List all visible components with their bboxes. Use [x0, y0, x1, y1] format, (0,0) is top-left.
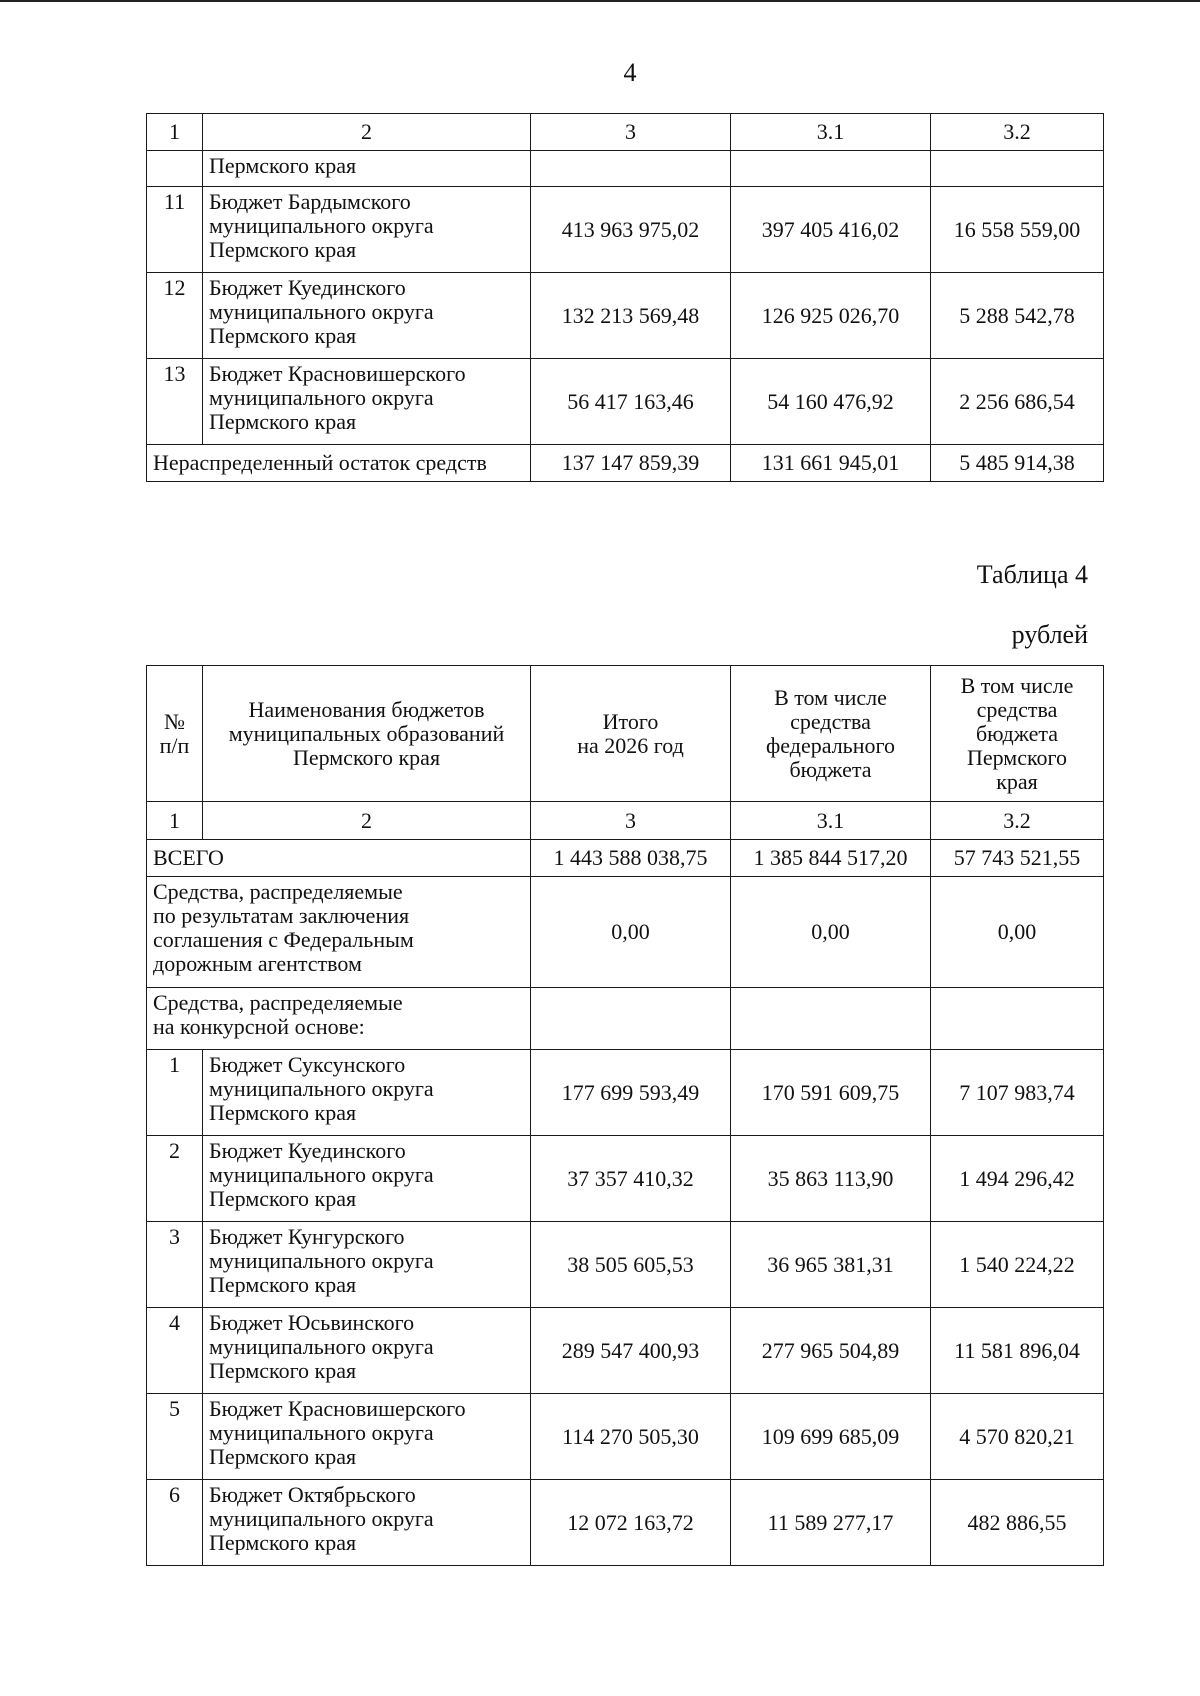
regional-amount: 5 288 542,78	[931, 273, 1104, 359]
total-amount: 289 547 400,93	[531, 1308, 731, 1394]
scan-edge	[0, 0, 1200, 2]
carryover-row	[147, 151, 1104, 187]
page-number: 4	[623, 58, 637, 87]
federal-amount: 35 863 113,90	[731, 1136, 931, 1222]
table-cell	[731, 988, 931, 1050]
municipality-name: Пермского края	[203, 151, 531, 187]
table-cell	[931, 988, 1104, 1050]
table-row	[147, 187, 1104, 273]
federal-amount: 36 965 381,31	[731, 1222, 931, 1308]
table-cell	[931, 151, 1104, 187]
federal-amount: 109 699 685,09	[731, 1394, 931, 1480]
federal-amount: 170 591 609,75	[731, 1050, 931, 1136]
total-amount: 38 505 605,53	[531, 1222, 731, 1308]
total-amount: 177 699 593,49	[531, 1050, 731, 1136]
column-number: 2	[203, 802, 531, 840]
row-number: 1	[147, 1050, 203, 1136]
federal-amount: 126 925 026,70	[731, 273, 931, 359]
header-total: Итого на 2026 год	[531, 666, 731, 802]
total-amount: 137 147 859,39	[531, 445, 731, 482]
competitive-row	[147, 988, 1104, 1050]
municipality-name: Бюджет Красновишерского муниципального округа Пермского края	[203, 1394, 531, 1480]
table-caption: Таблица 4	[976, 560, 1088, 589]
table-cell	[531, 151, 731, 187]
table-row	[147, 1480, 1104, 1566]
row-number: 5	[147, 1394, 203, 1480]
federal-amount: 397 405 416,02	[731, 187, 931, 273]
table-row	[147, 359, 1104, 445]
column-number: 3	[531, 114, 731, 151]
row-number: 3	[147, 1222, 203, 1308]
row-number: 12	[147, 273, 203, 359]
table-cell	[147, 151, 203, 187]
total-row	[147, 840, 1104, 877]
column-number: 3.1	[731, 802, 931, 840]
regional-amount: 16 558 559,00	[931, 187, 1104, 273]
table-cell	[531, 988, 731, 1050]
regional-amount: 2 256 686,54	[931, 359, 1104, 445]
header-row	[147, 666, 1104, 802]
total-amount: 56 417 163,46	[531, 359, 731, 445]
column-numbers-row	[147, 802, 1104, 840]
column-number: 3.2	[931, 802, 1104, 840]
column-number: 1	[147, 114, 203, 151]
regional-amount: 57 743 521,55	[931, 840, 1104, 877]
total-amount: 132 213 569,48	[531, 273, 731, 359]
column-number: 2	[203, 114, 531, 151]
regional-amount: 482 886,55	[931, 1480, 1104, 1566]
row-number: 6	[147, 1480, 203, 1566]
total-amount: 12 072 163,72	[531, 1480, 731, 1566]
column-numbers-row	[147, 114, 1104, 151]
remainder-row	[147, 445, 1104, 482]
header-name: Наименования бюджетов муниципальных образований Пермского края	[203, 666, 531, 802]
municipality-name: Бюджет Куединского муниципального округа Пермского края	[203, 273, 531, 359]
federal-amount: 11 589 277,17	[731, 1480, 931, 1566]
federal-amount: 54 160 476,92	[731, 359, 931, 445]
regional-amount: 11 581 896,04	[931, 1308, 1104, 1394]
table-row	[147, 1308, 1104, 1394]
column-number: 3	[531, 802, 731, 840]
regional-amount: 7 107 983,74	[931, 1050, 1104, 1136]
agreement-row	[147, 877, 1104, 988]
column-number: 1	[147, 802, 203, 840]
municipality-name: Бюджет Бардымского муниципального округа Пермского края	[203, 187, 531, 273]
total-amount: 0,00	[531, 877, 731, 988]
regional-amount: 1 540 224,22	[931, 1222, 1104, 1308]
continuation-table	[146, 113, 1104, 482]
municipality-name: Бюджет Суксунского муниципального округа Пермского края	[203, 1050, 531, 1136]
municipality-name: Бюджет Юсьвинского муниципального округа Пермского края	[203, 1308, 531, 1394]
municipality-name: Бюджет Куединского муниципального округа Пермского края	[203, 1136, 531, 1222]
row-number: 13	[147, 359, 203, 445]
federal-amount: 1 385 844 517,20	[731, 840, 931, 877]
table-row	[147, 1394, 1104, 1480]
total-amount: 413 963 975,02	[531, 187, 731, 273]
header-number: № п/п	[147, 666, 203, 802]
municipality-name: Бюджет Красновишерского муниципального округа Пермского края	[203, 359, 531, 445]
regional-amount: 5 485 914,38	[931, 445, 1104, 482]
table-cell	[731, 151, 931, 187]
federal-amount: 277 965 504,89	[731, 1308, 931, 1394]
table-row	[147, 1050, 1104, 1136]
column-number: 3.2	[931, 114, 1104, 151]
header-regional: В том числе средства бюджета Пермского края	[931, 666, 1104, 802]
total-label: ВСЕГО	[147, 840, 531, 877]
table-row	[147, 273, 1104, 359]
header-federal: В том числе средства федерального бюджета	[731, 666, 931, 802]
table-4	[146, 665, 1104, 1566]
row-number: 11	[147, 187, 203, 273]
federal-amount: 131 661 945,01	[731, 445, 931, 482]
regional-amount: 1 494 296,42	[931, 1136, 1104, 1222]
table-row	[147, 1136, 1104, 1222]
total-amount: 114 270 505,30	[531, 1394, 731, 1480]
column-number: 3.1	[731, 114, 931, 151]
total-amount: 37 357 410,32	[531, 1136, 731, 1222]
row-number: 4	[147, 1308, 203, 1394]
regional-amount: 4 570 820,21	[931, 1394, 1104, 1480]
federal-amount: 0,00	[731, 877, 931, 988]
competitive-label: Средства, распределяемые на конкурсной основе:	[147, 988, 531, 1050]
total-amount: 1 443 588 038,75	[531, 840, 731, 877]
table-row	[147, 1222, 1104, 1308]
agreement-label: Средства, распределяемые по результатам заключения соглашения с Федеральным дорожным агентством	[147, 877, 531, 988]
regional-amount: 0,00	[931, 877, 1104, 988]
remainder-label: Нераспределенный остаток средств	[147, 445, 531, 482]
municipality-name: Бюджет Октябрьского муниципального округа Пермского края	[203, 1480, 531, 1566]
row-number: 2	[147, 1136, 203, 1222]
municipality-name: Бюджет Кунгурского муниципального округа Пермского края	[203, 1222, 531, 1308]
units-caption: рублей	[1011, 620, 1088, 649]
